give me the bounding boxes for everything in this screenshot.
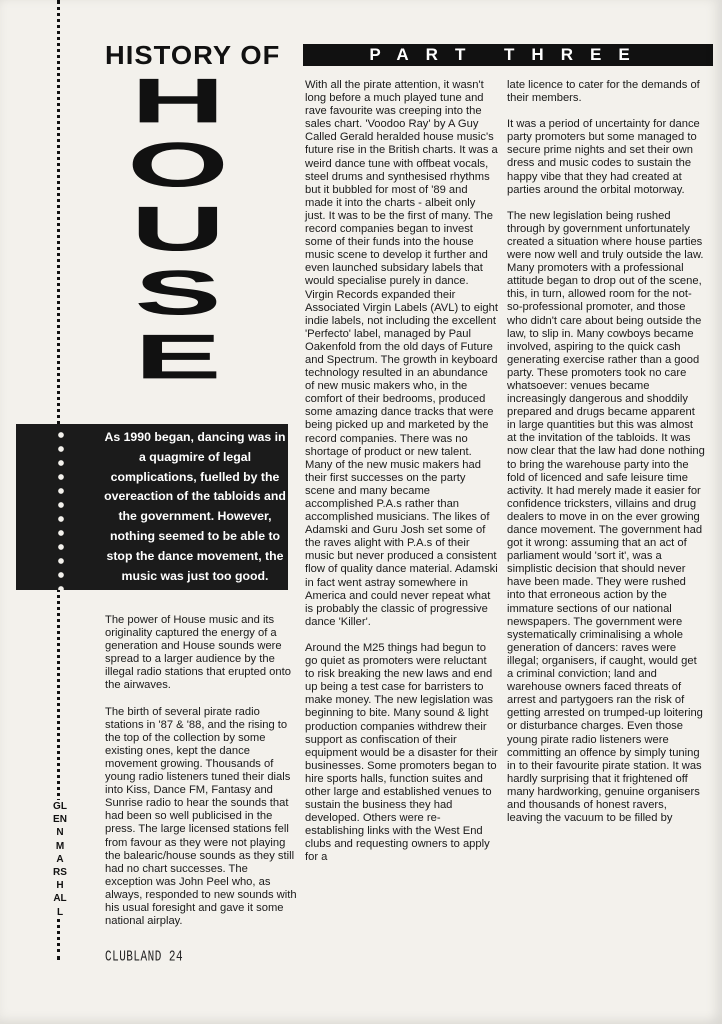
paragraph: With all the pirate attention, it wasn't long before a much played tune and rave favourite was creeping into the sales chart. 'Voodoo Ray' by A Guy Called Gerald heralded house music's future rise in the British charts. It was a weird dance tune with offbeat vocals, steel drums and synthesised rhythms but it bubbled for most of '89 and made it into the charts - albeit only just. It was to be the first of many. The record companies began to invest some of their funds into the house music scene to develop it further and even launched subsidary labels that would specialise purely in dance. Virgin Records expanded their Associated Virgin Labels (AVL) to eight indie labels, not including the excellent 'Perfecto' label, managed by Paul Oakenfold from the old days of Future and Spectrum. The growth in keyboard technology resulted in an abundance of new music makers who, in the comfort of their bedrooms, produced some amazing dance tracks that were being picked up and marketed by the record companies. There was no shortage of product or new talent. Many of the new music makers had their first successes on the party scene and many became accomplished P.A.s rather than accomplished musicians. The likes of Adamski and Guru Josh set some of the raves alight with P.A.s of their music but never produced a consistent flow of quality dance material. Adamski in fact went astray somewhere in America and could never repeat what is probably the classic of progressive dance 'Killer'. — [305, 79, 498, 628]
house-letter: S — [134, 258, 222, 329]
house-letter: E — [134, 322, 222, 393]
pull-quote: As 1990 began, dancing was in a quagmire of legal complications, fuelled by the overeaction of the tabloids and the government. However, nothing seemed to be able to stop the dance movement, the music was just too good. — [104, 430, 286, 583]
page-footer: CLUBLAND 24 — [105, 950, 184, 966]
headline-history-of: HISTORY OF — [105, 40, 281, 70]
article-column-2 — [305, 79, 498, 878]
part-banner: PART THREE — [303, 44, 713, 66]
paragraph: The new legislation being rushed through by government unfortunately created a situation where house parties were now well and truly outside the law. Many promoters with a professional attitude began to drop out of the scene, this, in turn, allowed room for the not-so-professional promoter, and those who didn't care about being outside the law, to slip in. Many cowboys became involved, aspiring to the quick cash generating exercise rather than a good party. These promoters took no care whatsoever: venues became increasingly dangerous and shoddily prepared and drugs became apparent in large quantities but this was almost at the invitation of the tabloids. It was now clear that the law had done nothing to bring the warehouse party into the fold of licenced and safe leisure time activity. It had merely made it easier for confidence tricksters, villains and drug dealers to move in on the ever growing dance movement. The government had got it wrong: assuming that an act of parliament would 'sort it', was a simplistic decision that should never have been made. They were rushed into that erroneous action by the immature sections of our national newspapers. The government were systematically criminalising a whole generation of dancers: raves were illegal; organisers, if caught, would get a criminal conviction; land and warehouse owners faced threats of arrest and partygoers ran the risk of getting arrested on trumped-up loitering or disturbance charges. Even those young pirate radio listeners were committing an offence by simply tuning in to their favourite pirate station. It was hardly surprising that it frightened off many hardworking, genuine organisers and thousands of honest ravers, leaving the vacuum to be filled by — [507, 209, 705, 825]
paragraph: The power of House music and its originality captured the energy of a generation and House sounds were spread to a larger audience by the illegal radio stations that erupted onto the airwaves. — [105, 614, 291, 692]
house-letter: U — [130, 194, 226, 265]
paragraph: late licence to cater for the demands of their members. — [507, 79, 700, 105]
article-column-1 — [105, 614, 297, 941]
article-column-3 — [507, 79, 705, 838]
pull-quote-dots — [56, 424, 66, 590]
paragraph: Around the M25 things had begun to go quiet as promoters were reluctant to risk breaking the new laws and end up being a test case for barristers to make money. The new legislation was beginning to bite. Many sound & light production companies withdrew their support as confiscation of their equipment would be a disaster for their businesses. Some promoters began to hire sports halls, function suites and other large and established venues to sustain the business they had developed. Others were re-establishing links with the West End clubs and requesting owners to apply for a — [305, 641, 498, 864]
house-letter: O — [127, 130, 229, 201]
paragraph: The birth of several pirate radio stations in '87 & '88, and the rising to the top of the collection by some existing ones, kept the dance movement growing. Thousands of young radio listeners tuned their dials into Kiss, Dance FM, Fantasy and Sunrise radio to hear the sounds that had been so well publicised in the press. The large licensed stations fell from favour as they were not playing the balearic/house sounds as they still had no chart successes. The exception was John Peel who, as always, responded to new sounds with his usual foresight and gave it some national airplay. — [105, 705, 297, 928]
author-byline: GLENN MARSHALL — [53, 801, 67, 918]
headline-house — [112, 66, 244, 393]
house-letter: H — [130, 66, 226, 137]
paragraph: It was a period of uncertainty for dance party promoters but some managed to secure prime nights and set their own dress and music codes to sustain the happy vibe that they had created at parties around the orbital motorway. — [507, 118, 700, 196]
